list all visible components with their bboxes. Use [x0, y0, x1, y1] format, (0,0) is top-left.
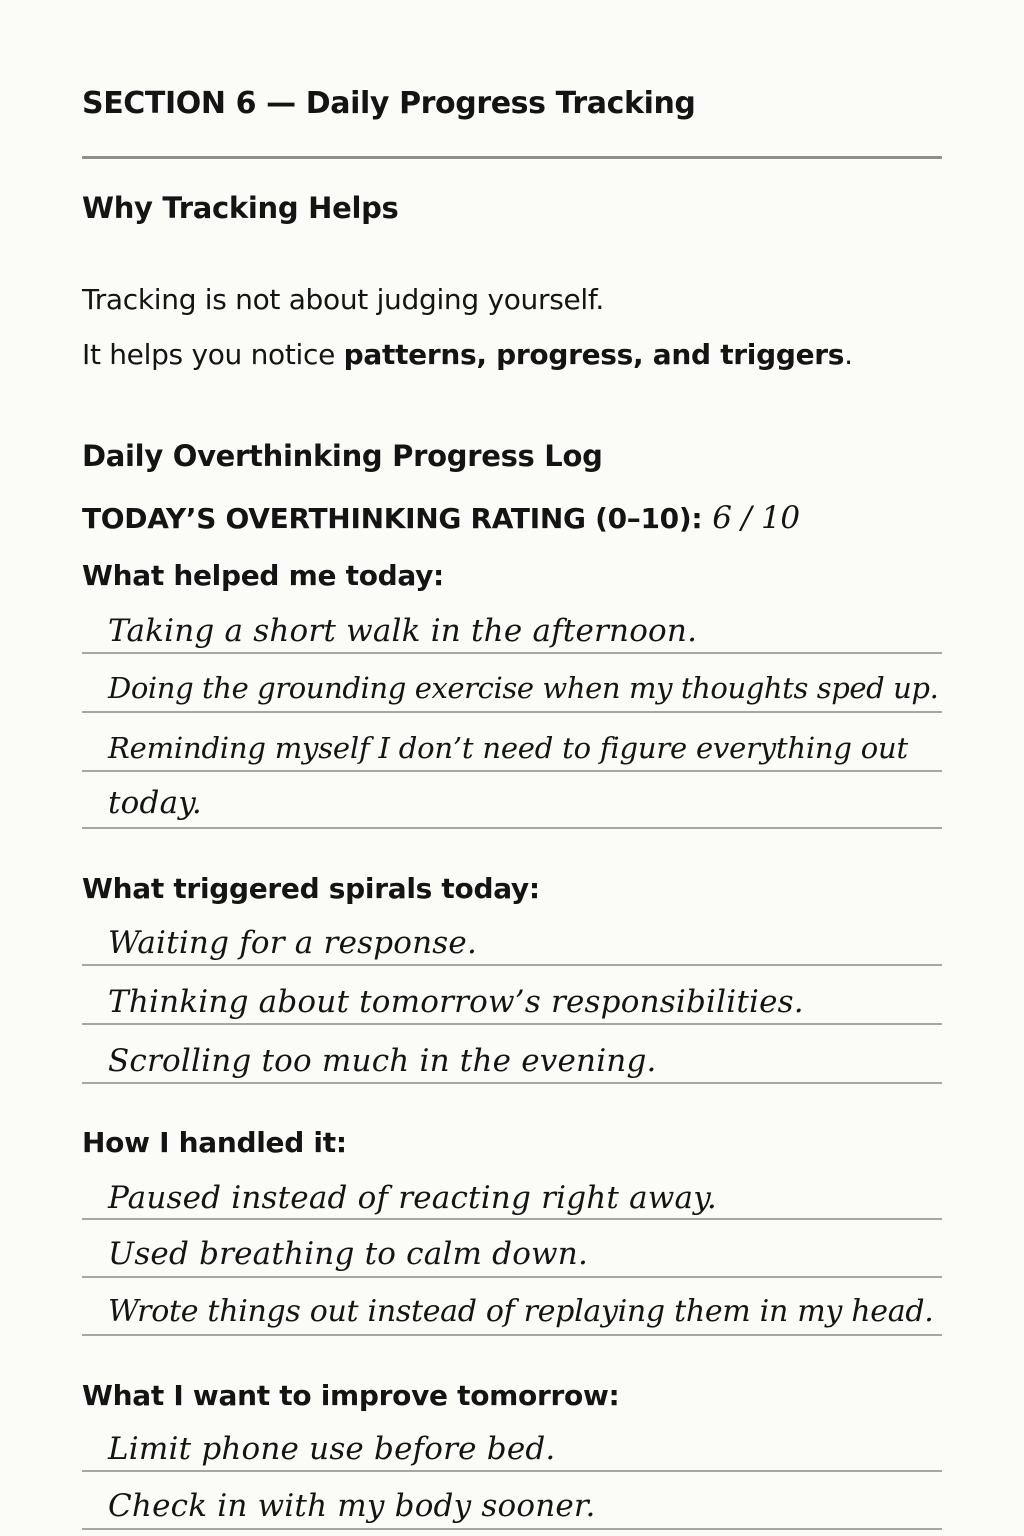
helped-entry-3[interactable]: Reminding myself I don’t need to figure everything out — [108, 731, 908, 765]
writing-line — [82, 1023, 942, 1025]
writing-line — [82, 711, 942, 713]
helped-entry-1[interactable]: Taking a short walk in the afternoon. — [108, 613, 698, 649]
handled-entry-2[interactable]: Used breathing to calm down. — [108, 1236, 589, 1272]
writing-line — [82, 1470, 942, 1472]
writing-line — [82, 827, 942, 829]
writing-line — [82, 652, 942, 654]
handled-entry-3[interactable]: Wrote things out instead of replaying them in my head. — [108, 1294, 934, 1329]
improve-entry-1[interactable]: Limit phone use before bed. — [108, 1431, 556, 1467]
rating-row — [82, 500, 800, 536]
writing-line — [82, 1528, 942, 1530]
writing-line — [82, 964, 942, 966]
handled-entry-1[interactable]: Paused instead of reacting right away. — [108, 1180, 717, 1216]
triggered-label: What triggered spirals today: — [82, 872, 540, 905]
improve-label: What I want to improve tomorrow: — [82, 1379, 620, 1412]
why-tracking-heading: Why Tracking Helps — [82, 191, 399, 225]
writing-line — [82, 1334, 942, 1336]
why-line-2-prefix: It helps you notice — [82, 338, 344, 371]
triggered-entry-3[interactable]: Scrolling too much in the evening. — [108, 1043, 657, 1079]
triggered-entry-1[interactable]: Waiting for a response. — [108, 925, 478, 961]
writing-line — [82, 770, 942, 772]
writing-line — [82, 1218, 942, 1220]
rating-label: TODAY’S OVERTHINKING RATING (0–10): — [82, 502, 703, 535]
writing-line — [82, 1082, 942, 1084]
rating-value[interactable]: 6 / 10 — [712, 500, 800, 536]
helped-entry-2[interactable]: Doing the grounding exercise when my thoughts sped up. — [108, 671, 939, 705]
triggered-entry-2[interactable]: Thinking about tomorrow’s responsibilities. — [108, 984, 804, 1020]
why-line-2-bold: patterns, progress, and triggers — [343, 338, 845, 371]
section-title: SECTION 6 — Daily Progress Tracking — [82, 86, 696, 121]
helped-label: What helped me today: — [82, 559, 444, 592]
why-tracking-line-2 — [82, 338, 853, 371]
why-line-2-suffix: . — [844, 338, 853, 371]
writing-line — [82, 1276, 942, 1278]
section-divider — [82, 156, 942, 159]
handled-label: How I handled it: — [82, 1126, 347, 1159]
improve-entry-2[interactable]: Check in with my body sooner. — [108, 1488, 596, 1524]
why-tracking-line-1: Tracking is not about judging yourself. — [82, 283, 605, 316]
log-heading: Daily Overthinking Progress Log — [82, 439, 603, 473]
helped-entry-4[interactable]: today. — [108, 785, 202, 821]
